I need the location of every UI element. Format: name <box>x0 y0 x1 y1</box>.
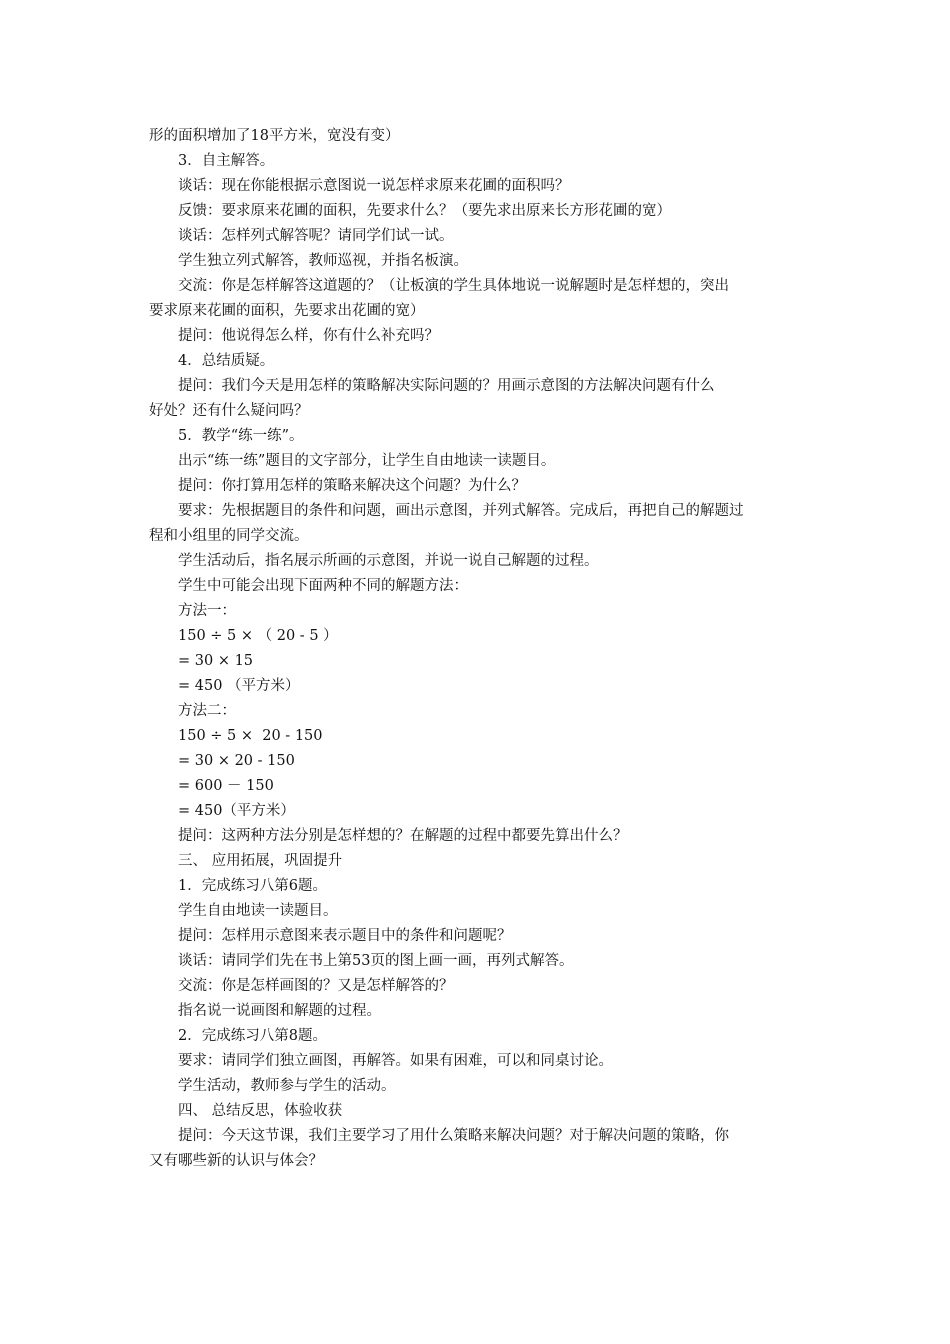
formula-line: 150 ÷ 5 × （ 20 - 5 ） <box>178 628 338 644</box>
text-line: 学生独立列式解答，教师巡视，并指名板演。 <box>178 253 468 269</box>
section-heading: 三、 应用拓展，巩固提升 <box>178 853 343 869</box>
text-line: 要求：先根据题目的条件和问题，画出示意图，并列式解答。完成后，再把自己的解题过 <box>178 503 744 519</box>
text-line: 要求：请同学们独立画图，再解答。如果有困难，可以和同桌讨论。 <box>178 1053 613 1069</box>
section-heading: 四、 总结反思，体验收获 <box>178 1103 343 1119</box>
text-line: 提问：怎样用示意图来表示题目中的条件和问题呢？ <box>178 928 512 944</box>
text-line: 谈话：现在你能根据示意图说一说怎样求原来花圃的面积吗？ <box>178 178 570 194</box>
formula-line: = 450 （平方米） <box>178 678 300 694</box>
text-line: 程和小组里的同学交流。 <box>149 528 309 544</box>
document-body <box>149 124 809 1174</box>
text-line: 学生活动后，指名展示所画的示意图，并说一说自己解题的过程。 <box>178 553 599 569</box>
method-heading: 方法一： <box>178 603 236 619</box>
text-line: 谈话：请同学们先在书上第53页的图上画一画，再列式解答。 <box>178 953 574 969</box>
method-heading: 方法二： <box>178 703 236 719</box>
text-line: 交流：你是怎样画图的？又是怎样解答的？ <box>178 978 454 994</box>
text-line: 4．总结质疑。 <box>178 353 275 369</box>
formula-line: 150 ÷ 5 × 20 - 150 <box>178 728 323 744</box>
text-line: 3．自主解答。 <box>178 153 275 169</box>
text-line: 提问：今天这节课，我们主要学习了用什么策略来解决问题？对于解决问题的策略，你 <box>178 1128 729 1144</box>
text-line: 形的面积增加了18平方米，宽没有变） <box>149 128 400 144</box>
formula-line: = 30 × 20 - 150 <box>178 753 295 769</box>
formula-line: = 450（平方米） <box>178 803 295 819</box>
text-line: 学生活动，教师参与学生的活动。 <box>178 1078 396 1094</box>
text-line: 反馈：要求原来花圃的面积，先要求什么？（要先求出原来长方形花圃的宽） <box>178 203 671 219</box>
text-line: 5．教学“练一练”。 <box>178 428 304 444</box>
text-line: 谈话：怎样列式解答呢？请同学们试一试。 <box>178 228 454 244</box>
text-line: 要求原来花圃的面积，先要求出花圃的宽） <box>149 303 425 319</box>
text-line: 出示“练一练”题目的文字部分，让学生自由地读一读题目。 <box>178 453 556 469</box>
text-line: 提问：我们今天是用怎样的策略解决实际问题的？用画示意图的方法解决问题有什么 <box>178 378 715 394</box>
text-line: 提问：他说得怎么样，你有什么补充吗？ <box>178 328 439 344</box>
text-line: 指名说一说画图和解题的过程。 <box>178 1003 381 1019</box>
formula-line: = 30 × 15 <box>178 653 254 669</box>
text-line: 1．完成练习八第6题。 <box>178 878 327 894</box>
text-line: 2．完成练习八第8题。 <box>178 1028 327 1044</box>
formula-line: = 600 － 150 <box>178 778 274 794</box>
text-line: 学生中可能会出现下面两种不同的解题方法： <box>178 578 468 594</box>
text-line: 提问：你打算用怎样的策略来解决这个问题？为什么？ <box>178 478 526 494</box>
text-line: 交流：你是怎样解答这道题的？（让板演的学生具体地说一说解题时是怎样想的，突出 <box>178 278 729 294</box>
text-line: 学生自由地读一读题目。 <box>178 903 338 919</box>
text-line: 又有哪些新的认识与体会？ <box>149 1153 323 1169</box>
text-line: 提问：这两种方法分别是怎样想的？在解题的过程中都要先算出什么？ <box>178 828 628 844</box>
text-line: 好处？还有什么疑问吗？ <box>149 403 309 419</box>
